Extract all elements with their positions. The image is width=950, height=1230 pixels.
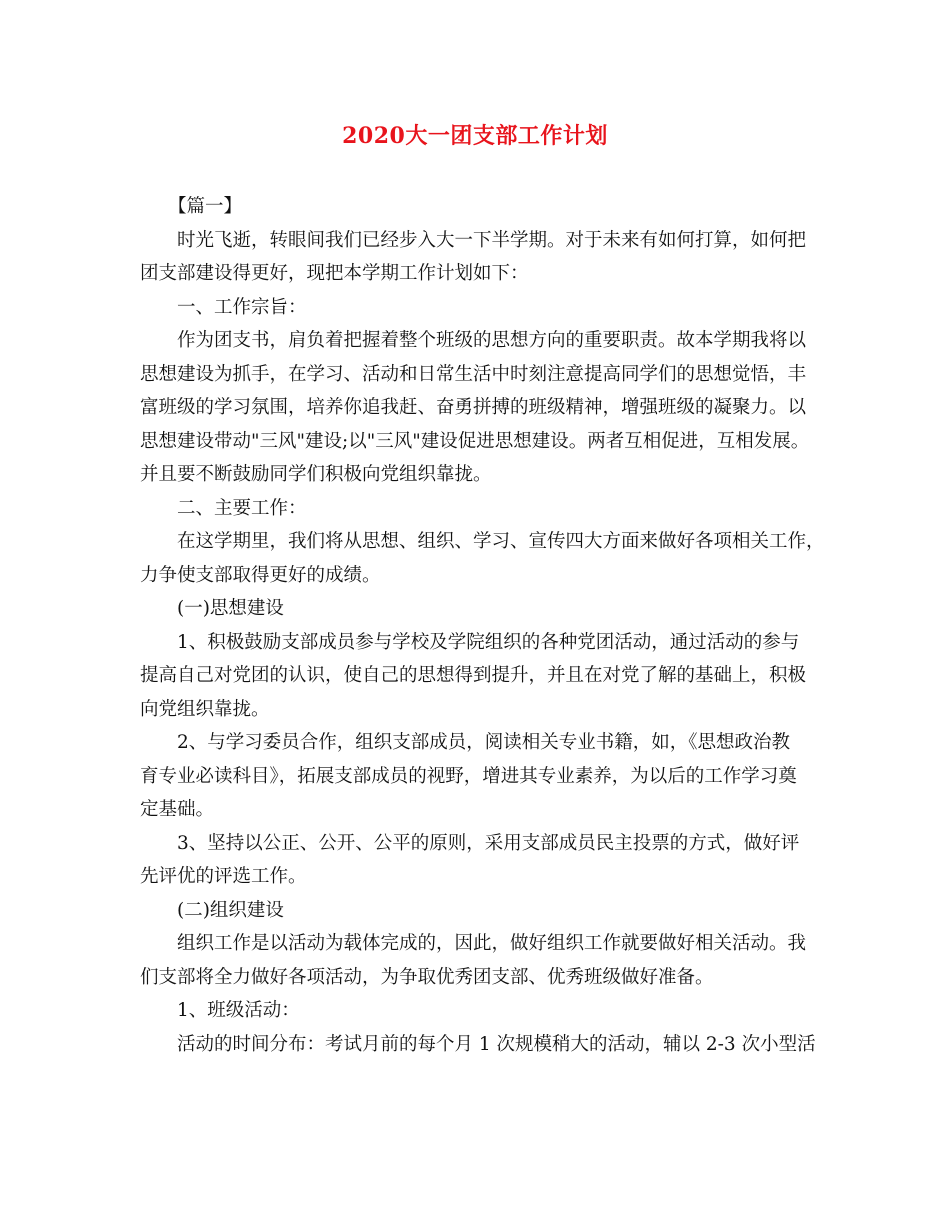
text-line: 们支部将全力做好各项活动，为争取优秀团支部、优秀班级做好准备。	[140, 966, 714, 988]
text-line: 育专业必读科目》，拓展支部成员的视野，增进其专业素养，为以后的工作学习奠	[140, 765, 797, 787]
text-line: 2、与学习委员合作，组织支部成员，阅读相关专业书籍，如，《思想政治教	[177, 732, 791, 753]
text-line: 提高自己对党团的认识，使自己的思想得到提升，并且在对党了解的基础上，积极	[140, 665, 807, 686]
text-line: 在这学期里，我们将从思想、组织、学习、宣传四大方面来做好各项相关工作，	[177, 531, 825, 552]
text-line: 团支部建设得更好，现把本学期工作计划如下：	[140, 263, 529, 284]
document-body	[140, 190, 825, 1061]
text-line: 一、工作宗旨：	[177, 296, 307, 318]
text-line: 时光飞逝，转眼间我们已经步入大一下半学期。对于未来有如何打算，如何把	[177, 229, 807, 251]
text-line: 思想建设带动"三风"建设;以"三风"建设促进思想建设。两者互相促进，互相发展。	[140, 430, 810, 452]
text-line: 思想建设为抓手，在学习、活动和日常生活中时刻注意提高同学们的思想觉悟，丰	[140, 363, 807, 385]
text-line: 3、坚持以公正、公开、公平的原则，采用支部成员民主投票的方式，做好评	[177, 832, 800, 854]
text-line: 向党组织靠拢。	[140, 698, 270, 720]
text-line: 1、班级活动：	[177, 1000, 300, 1021]
text-line: 【篇一】	[168, 196, 243, 217]
text-line: 并且要不断鼓励同学们积极向党组织靠拢。	[140, 464, 492, 485]
text-line: 作为团支书，肩负着把握着整个班级的思想方向的重要职责。故本学期我将以	[177, 330, 807, 351]
text-line: 定基础。	[140, 799, 215, 820]
document-title: 2020大一团支部工作计划	[342, 123, 608, 149]
text-line: 先评优的评选工作。	[140, 866, 307, 887]
text-line: 活动的时间分布：考试月前的每个月 1 次规模稍大的活动，辅以 2-3 次小型活	[177, 1033, 816, 1055]
text-line: 富班级的学习氛围，培养你追我赶、奋勇拼搏的班级精神，增强班级的凝聚力。以	[140, 397, 807, 418]
text-line: (二)组织建设	[177, 899, 284, 921]
text-line: 1、积极鼓励支部成员参与学校及学院组织的各种党团活动，通过活动的参与	[177, 631, 800, 653]
text-line: 二、主要工作：	[177, 497, 307, 519]
text-line: 组织工作是以活动为载体完成的，因此，做好组织工作就要做好相关活动。我	[177, 933, 807, 954]
text-line: (一)思想建设	[177, 598, 284, 619]
text-line: 力争使支部取得更好的成绩。	[140, 564, 381, 586]
